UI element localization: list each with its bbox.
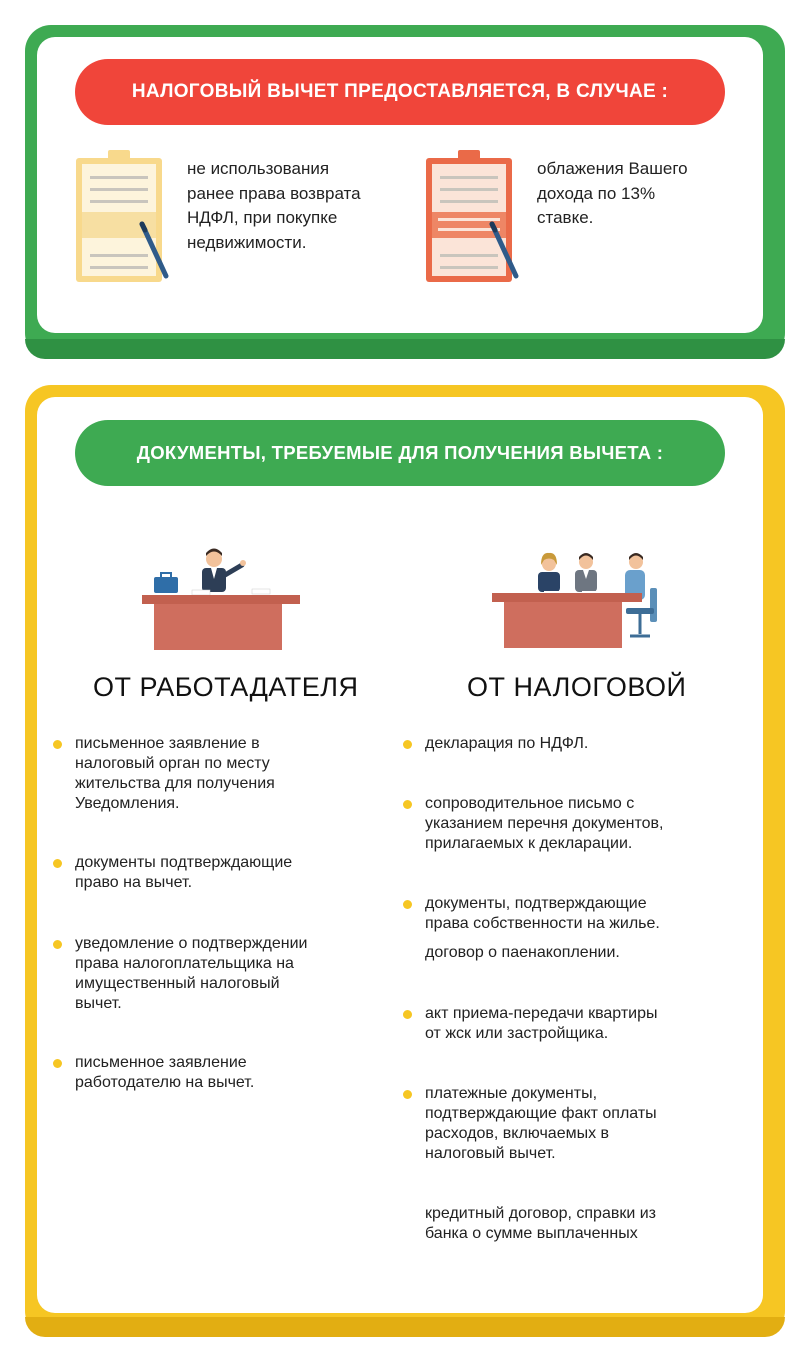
list-item: уведомление о подтверждении права налогоплательщика на имущественный налоговый вычет.	[53, 934, 307, 1014]
case-text-1: не использования ранее права возврата НДФЛ, при покупке недвижимости.	[187, 159, 361, 252]
bullet-icon	[53, 940, 62, 949]
list-item: договор о паенакоплении.	[425, 944, 620, 961]
tax-column-title: ОТ НАЛОГОВОЙ	[467, 672, 687, 702]
list-item: платежные документы, подтверждающие факт оплаты расходов, включаемых в налоговый вычет.	[403, 1084, 657, 1164]
list-item: кредитный договор, справки из банка о сумме выплаченных	[425, 1205, 657, 1242]
bullet-icon	[53, 1059, 62, 1068]
required-documents-banner: ДОКУМЕНТЫ, ТРЕБУЕМЫЕ ДЛЯ ПОЛУЧЕНИЯ ВЫЧЕТА :	[75, 420, 725, 486]
bullet-icon	[53, 740, 62, 749]
bullet-icon	[403, 900, 412, 909]
list-item: документы подтверждающие право на вычет.	[53, 853, 292, 893]
list-item: сопроводительное письмо с указанием перечня документов, прилагаемых к декларации.	[403, 794, 664, 854]
clipboard-red-icon	[422, 148, 522, 288]
list-item: декларация по НДФЛ.	[403, 734, 588, 754]
deduction-cases-banner: НАЛОГОВЫЙ ВЫЧЕТ ПРЕДОСТАВЛЯЕТСЯ, В СЛУЧАЕ :	[75, 59, 725, 125]
bullet-icon	[403, 740, 412, 749]
list-item: документы, подтверждающие права собственности на жилье.	[403, 894, 660, 934]
bullet-icon	[53, 859, 62, 868]
list-item: письменное заявление в налоговый орган по месту жительства для получения Уведомления.	[53, 734, 275, 814]
bullet-icon	[403, 1090, 412, 1099]
employer-column-title: ОТ РАБОТАДАТЕЛЯ	[93, 672, 359, 702]
clipboard-yellow-icon	[72, 148, 172, 288]
list-item: акт приема-передачи квартиры от жск или застройщика.	[403, 1004, 658, 1044]
bullet-icon	[403, 1010, 412, 1019]
bullet-icon	[403, 800, 412, 809]
tax-office-desk-illustration	[490, 548, 662, 658]
employer-desk-illustration	[140, 545, 302, 655]
case-text-2: облажения Вашего дохода по 13% ставке.	[537, 159, 688, 227]
list-item: письменное заявление работодателю на вычет.	[53, 1053, 254, 1093]
